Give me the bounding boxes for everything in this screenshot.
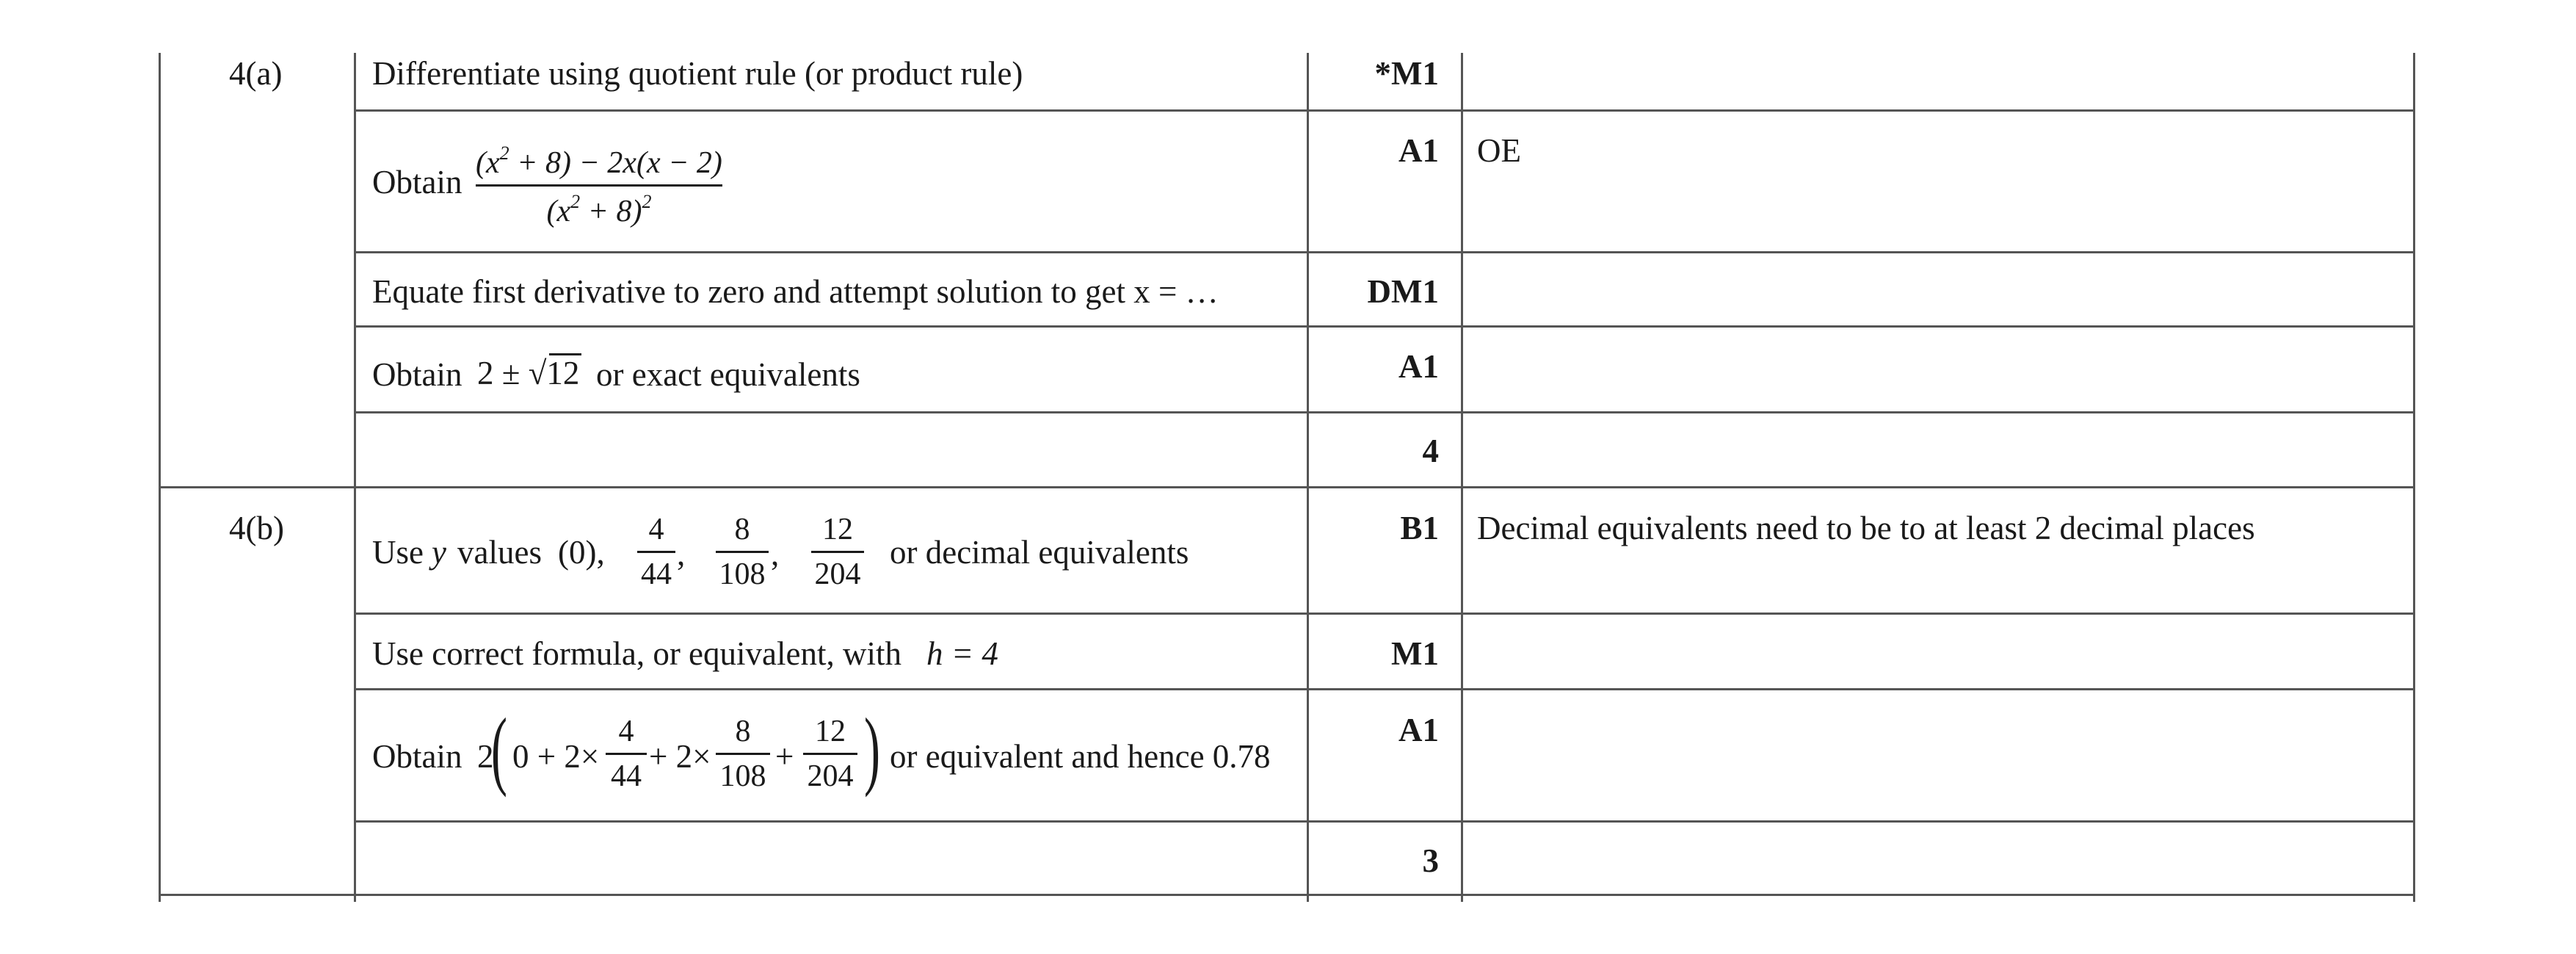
operator: +	[775, 738, 794, 775]
table-border-left	[159, 53, 161, 902]
question-label: 4(b)	[229, 510, 284, 546]
total-marks: 4	[1422, 433, 1439, 469]
row-divider	[354, 612, 2415, 615]
fraction-bar	[606, 753, 647, 755]
fraction-denominator: 108	[719, 759, 766, 793]
row-divider	[354, 325, 2415, 328]
row-divider	[354, 820, 2415, 823]
derivative-fraction	[476, 144, 722, 227]
h-expression: h = 4	[926, 635, 998, 672]
fraction-numerator: 4	[648, 513, 664, 546]
mark-code: A1	[1398, 712, 1439, 748]
question-label: 4(a)	[229, 55, 283, 92]
answer-prefix: Use	[372, 534, 424, 571]
bracket-inner: 0 + 2×	[512, 738, 600, 775]
mark-code: B1	[1400, 510, 1439, 546]
fraction-numerator: 12	[815, 715, 846, 748]
trapezium-fraction	[716, 716, 770, 792]
y-value-fraction	[716, 514, 769, 590]
comma: ,	[771, 535, 780, 572]
y-value-fraction	[637, 514, 675, 590]
fraction-bar	[716, 753, 770, 755]
guidance-text: Decimal equivalents need to be to at least 2 decimal places	[1477, 510, 2255, 546]
mark-code: M1	[1391, 635, 1439, 672]
row-divider	[354, 109, 2415, 112]
answer-prefix: Obtain	[372, 738, 462, 775]
answer-suffix: or exact equivalents	[596, 356, 860, 393]
fraction-numerator: 12	[822, 513, 853, 546]
mark-code: A1	[1398, 348, 1439, 385]
fraction-denominator: 44	[641, 557, 672, 591]
part-divider	[159, 486, 2415, 488]
answer-text: Differentiate using quotient rule (or product rule)	[372, 55, 1023, 92]
answer-suffix: or equivalent and hence 0.78	[890, 738, 1271, 775]
close-bracket: )	[863, 700, 880, 798]
variable-y: y	[432, 534, 446, 571]
sqrt-overbar	[549, 353, 581, 355]
fraction-denominator: $(x^2 + 8)^2$	[546, 190, 652, 228]
trapezium-fraction	[606, 716, 647, 792]
table-border-bottom	[159, 894, 2415, 896]
fraction-bar	[476, 184, 722, 187]
fraction-bar	[803, 753, 857, 755]
table-border-right	[2413, 53, 2415, 902]
surd-expression: 2 ± √12	[477, 355, 580, 391]
total-marks: 3	[1422, 842, 1439, 879]
fraction-bar	[716, 551, 769, 553]
open-bracket: (	[490, 700, 507, 798]
mark-code: DM1	[1367, 273, 1439, 310]
fraction-numerator: $(x^2 + 8) - 2x(x - 2)$	[476, 142, 722, 180]
y-value-fraction	[811, 514, 864, 590]
answer-prefix: Obtain	[372, 164, 462, 200]
answer-suffix: or decimal equivalents	[890, 534, 1189, 571]
guidance-text: OE	[1477, 132, 1521, 169]
fraction-numerator: 4	[618, 715, 634, 748]
fraction-denominator: 204	[814, 557, 861, 591]
mark-code: A1	[1398, 132, 1439, 169]
trapezium-fraction	[803, 716, 857, 792]
fraction-numerator: 8	[735, 715, 751, 748]
row-divider	[354, 251, 2415, 253]
row-divider	[354, 688, 2415, 690]
answer-prefix: Obtain	[372, 356, 462, 393]
fraction-bar	[637, 551, 675, 553]
fraction-bar	[811, 551, 864, 553]
answer-text: Use correct formula, or equivalent, with	[372, 635, 901, 672]
coefficient: 2	[477, 738, 494, 775]
fraction-denominator: 204	[807, 759, 854, 793]
mark-code: *M1	[1374, 55, 1439, 92]
row-divider	[354, 411, 2415, 413]
fraction-denominator: 108	[719, 557, 766, 591]
fraction-numerator: 8	[734, 513, 750, 546]
comma: ,	[677, 535, 686, 572]
table-divider-marks	[1461, 53, 1463, 902]
fraction-denominator: 44	[611, 759, 642, 793]
answer-text: values	[457, 534, 542, 571]
operator: + 2×	[649, 738, 711, 775]
answer-text: Equate first derivative to zero and attempt solution to get x = …	[372, 273, 1219, 310]
table-divider-question	[354, 53, 356, 902]
table-divider-answer	[1307, 53, 1309, 902]
zero-value: (0),	[558, 534, 605, 571]
